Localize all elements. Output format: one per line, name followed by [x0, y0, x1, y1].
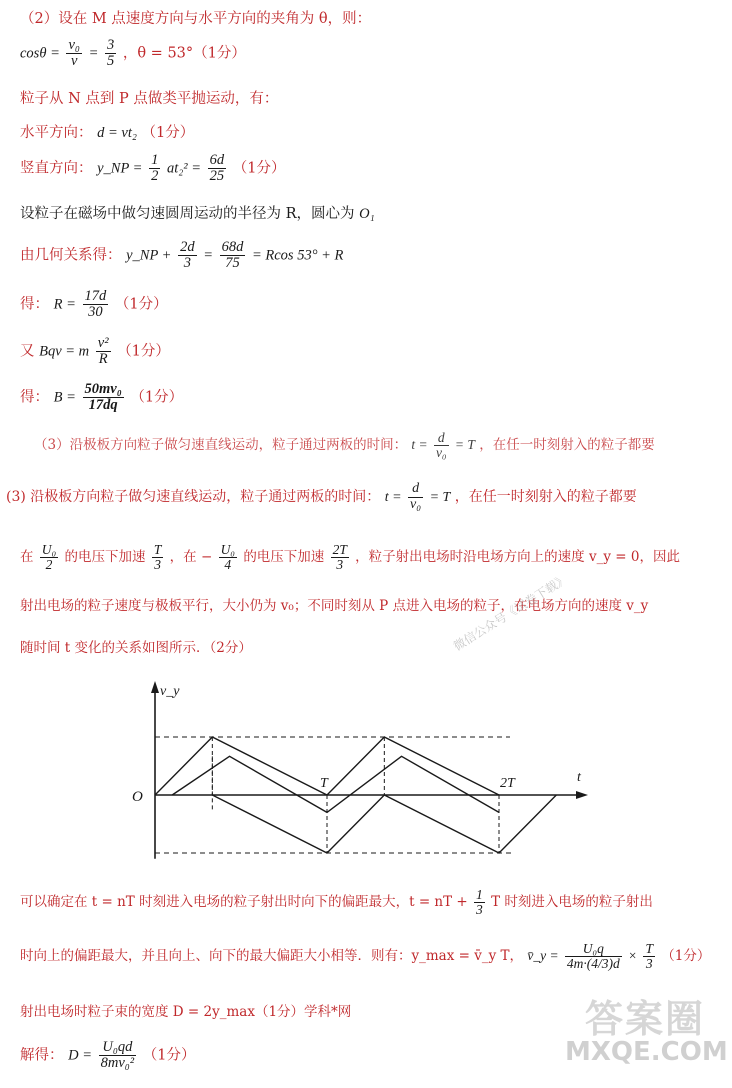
voltage-acceleration-line: [20, 543, 680, 572]
geometry-left: y_NP +: [126, 247, 172, 264]
solve-label: 解得：: [20, 1047, 64, 1064]
avg-vy-fraction: [565, 942, 622, 971]
frac-den: 3: [183, 255, 191, 272]
frac-num: 6d: [209, 152, 225, 168]
frac-num: 1: [151, 152, 159, 168]
y-axis-label: v_y: [160, 684, 180, 699]
figure-reference-text: 随时间 t 变化的关系如图所示．（2分）: [20, 640, 252, 656]
tick-label-T: T: [320, 776, 328, 791]
radius-definition: [20, 205, 375, 224]
x-axis-arrow: [576, 791, 588, 799]
six-d-fraction: [208, 153, 227, 184]
cos-left: cosθ =: [20, 45, 60, 62]
score-note: （1分）: [232, 160, 286, 177]
text-accelerate-2: 的电压下加速: [243, 549, 325, 566]
np-motion-text: 粒子从 N 点到 P 点做类平抛运动，有：: [20, 91, 279, 107]
vertical-left: y_NP =: [97, 160, 143, 177]
geometry-equation: [20, 240, 343, 271]
frac-den: 2: [151, 168, 159, 185]
vy-series-line-3: [212, 795, 556, 853]
two-d-third-fraction: [178, 240, 197, 271]
score-note: （1分）: [117, 343, 170, 360]
logo-site: MXQE.COM: [565, 1037, 728, 1067]
t-third-fraction: [643, 942, 655, 971]
max-offset-tail: T 时刻进入电场的粒子射出: [491, 894, 653, 911]
three-fifths-fraction: [105, 38, 116, 69]
step3-text: (3) 沿极板方向粒子做匀速直线运动，粒子通过两板的时间：: [6, 489, 381, 506]
times-sign: ×: [628, 948, 638, 964]
one-third-fraction: [474, 888, 485, 917]
vertical-label: 竖直方向：: [20, 160, 93, 177]
result-label: 得：: [20, 296, 49, 313]
frac-num: 3: [106, 37, 115, 53]
frac-num: 1: [476, 887, 483, 902]
u0-half-fraction: [40, 543, 58, 572]
tick-label-2T: 2T: [500, 776, 515, 791]
equals-sign: =: [203, 247, 213, 264]
frac-den: 4: [224, 557, 232, 573]
beam-width-text: 射出电场时粒子束的宽度 D = 2y_max（1分）学科*网: [20, 1004, 352, 1020]
frac-den: 3: [154, 557, 161, 573]
vy-time-chart: [120, 675, 600, 875]
frac-den: v: [71, 53, 78, 70]
frac-den: 5: [106, 53, 115, 70]
frac-den: 17dq: [88, 397, 118, 414]
seventeen-d-fraction: [83, 289, 109, 320]
frac-den: 3: [336, 557, 344, 573]
half-fraction: [149, 153, 160, 184]
frac-num: U₀q: [565, 942, 622, 957]
frac-num: 2d: [180, 239, 195, 255]
step3-line-duplicate: [34, 431, 655, 460]
radius-result: [20, 289, 168, 320]
final-answer: [20, 1040, 196, 1071]
cos-theta-equation: [20, 38, 246, 69]
geometry-right: = Rcos 53° + R: [251, 247, 344, 264]
text-at-neg: ，在 −: [169, 549, 213, 566]
geometry-label: 由几何关系得：: [20, 247, 122, 264]
score-note: （1分）: [661, 948, 711, 965]
frac-num: U₀qd: [99, 1040, 137, 1056]
text-accelerate: 的电压下加速: [64, 549, 146, 566]
frac-num: T: [153, 542, 162, 557]
frac-num: d: [408, 482, 423, 498]
avg-vy-left: v̄_y =: [527, 948, 559, 964]
max-offset-line-1: [20, 888, 653, 917]
step3-tail: ，在任一时刻射入的粒子都要: [479, 437, 655, 454]
frac-den: 4m·(4/3)d: [566, 956, 620, 972]
origin-label: O: [132, 789, 143, 805]
frac-den: v₀: [435, 445, 447, 461]
chart-marks: [151, 681, 588, 859]
sixtyeight-d-fraction: [220, 240, 246, 271]
t-third-fraction: [152, 543, 164, 572]
frac-num: 68d: [221, 239, 244, 255]
theta-result: ，θ = 53°（1分）: [122, 45, 246, 62]
y-axis-arrow: [151, 681, 159, 693]
horizontal-equation: [20, 124, 194, 143]
equals-sign: =: [88, 45, 99, 62]
radius-text: 设粒子在磁场中做匀速圆周运动的半径为 R，圆心为: [20, 206, 355, 222]
also-label: 又: [20, 343, 35, 360]
frac-num: U₀: [220, 542, 236, 557]
frac-num: 50mv₀: [84, 381, 122, 397]
watermark-logo: [565, 997, 728, 1067]
step3-line: [6, 482, 637, 512]
frac-den: 3: [476, 902, 483, 918]
frac-num: T: [645, 941, 653, 956]
result-label: 得：: [20, 389, 49, 406]
vertical-equation: [20, 153, 285, 184]
u0-quarter-fraction: [219, 543, 237, 572]
frac-num: d: [434, 431, 449, 446]
x-axis-label: t: [577, 770, 581, 785]
final-fraction: [99, 1040, 137, 1071]
horizontal-label: 水平方向：: [20, 125, 93, 141]
radius-left: R =: [53, 296, 76, 313]
d-left: D =: [68, 1047, 92, 1064]
time-left: t =: [384, 490, 402, 506]
frac-num: 17d: [84, 288, 107, 304]
v-squared-fraction: [96, 336, 111, 367]
vertical-mid: at₂² =: [166, 160, 202, 177]
score-note: （1分）: [141, 125, 195, 141]
frac-num: U₀: [41, 542, 57, 557]
time-right: = T: [429, 490, 451, 506]
v0-over-v-fraction: [66, 38, 81, 69]
score-note: （1分）: [114, 296, 168, 313]
b-field-result: [20, 382, 183, 413]
frac-den: 2: [45, 557, 53, 573]
frac-den: v₀: [410, 496, 422, 512]
two-t-third-fraction: [331, 543, 349, 572]
frac-den: 30: [88, 304, 103, 321]
max-offset-text: 可以确定在 t = nT 时刻进入电场的粒子射出时向下的偏距最大，t = nT +: [20, 894, 468, 911]
d-over-v0-fraction: [408, 482, 423, 512]
b-left: B =: [53, 389, 76, 406]
frac-num: 2T: [332, 542, 347, 557]
vy-series-line-2: [172, 756, 499, 812]
frac-num: v²: [97, 335, 109, 351]
lorentz-equation: [20, 336, 170, 367]
step2-heading: （2）设在 M 点速度方向与水平方向的夹角为 θ，则：: [20, 11, 372, 27]
text-at: 在: [20, 549, 34, 566]
horizontal-math: d = vt₂: [97, 125, 137, 141]
frac-num: v₀: [68, 37, 80, 53]
lorentz-left: Bqv = m: [39, 343, 90, 360]
max-offset-line-2: [20, 942, 710, 971]
b-field-fraction: [83, 382, 124, 413]
frac-den: 3: [645, 956, 653, 972]
score-note: （1分）: [130, 389, 184, 406]
equal-offset-text: 时向上的偏距最大，并且向上、向下的最大偏距大小相等．则有：y_max = v̄_y T，: [20, 948, 524, 965]
frac-den: R: [98, 351, 108, 368]
time-left: t =: [411, 437, 428, 453]
step3-tail: ，在任一时刻射入的粒子都要: [454, 489, 637, 506]
text-exit-velocity: ，粒子射出电场时沿电场方向上的速度 v_y = 0，因此: [355, 549, 680, 566]
step3-text: （3）沿极板方向粒子做匀速直线运动，粒子通过两板的时间：: [34, 437, 408, 454]
frac-den: 8mv₀²: [100, 1055, 135, 1072]
frac-den: 75: [225, 255, 240, 272]
side-watermark: 微信公众号《试卷下载》: [451, 571, 571, 654]
parallel-velocity-text: 射出电场的粒子速度与极板平行，大小仍为 v₀；不同时刻从 P 点进入电场的粒子，在电场方向的速度 v_y: [20, 598, 649, 614]
frac-den: 25: [209, 168, 225, 185]
score-note: （1分）: [142, 1047, 196, 1064]
center-symbol: O₁: [359, 206, 375, 222]
time-right: = T: [454, 437, 475, 453]
d-over-v0-fraction: [434, 431, 449, 460]
logo-text: 答案圈: [584, 997, 705, 1041]
